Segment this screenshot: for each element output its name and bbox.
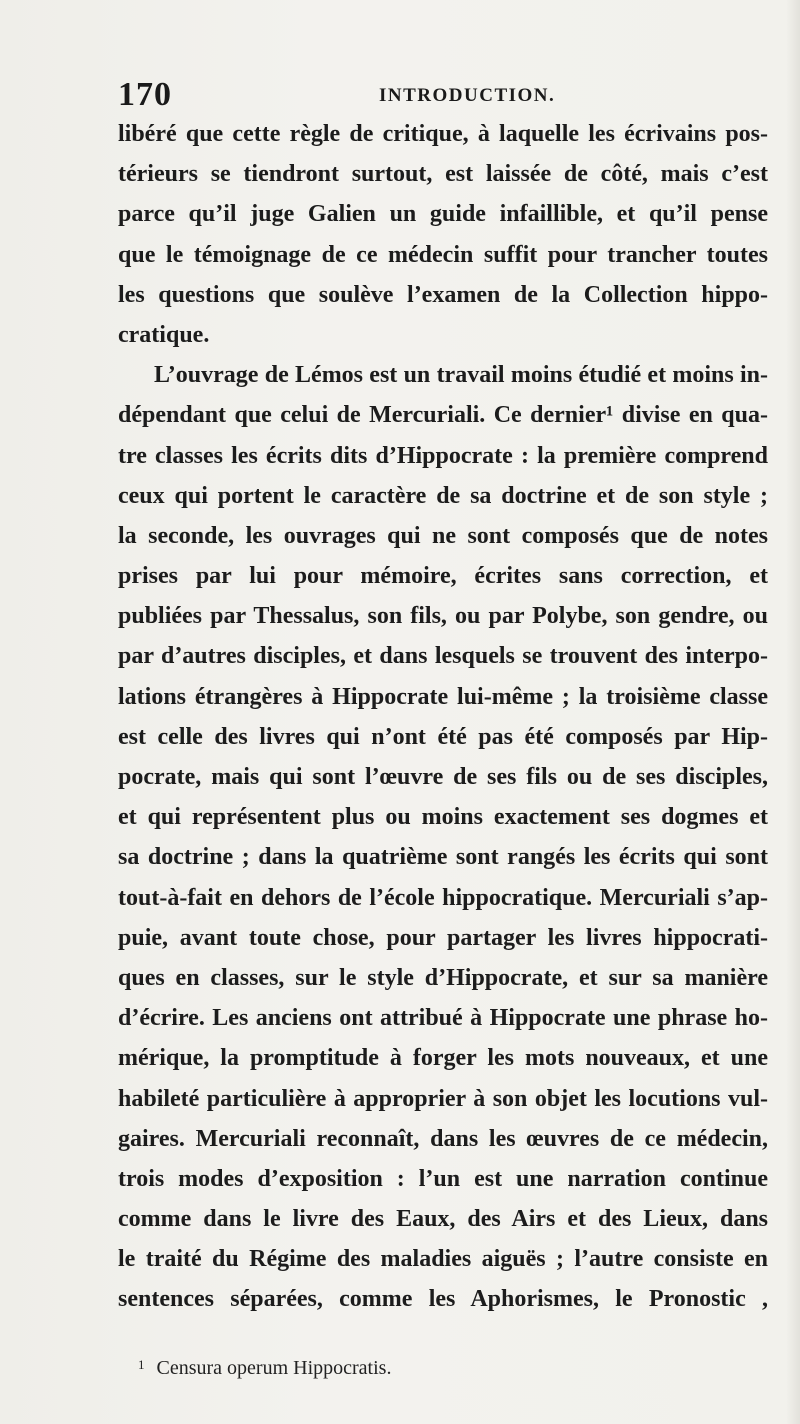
body-text [118,114,768,1320]
text-line: prises par lui pour mémoire, écrites sans correction, et [118,563,768,590]
text-line: parce qu’il juge Galien un guide infaillible, et qu’il pense [118,201,768,228]
text-line: mérique, la promptitude à forger les mots nouveaux, et une [118,1045,768,1072]
running-head: INTRODUCTION. [379,85,556,106]
text-line: d’écrire. Les anciens ont attribué à Hippocrate une phrase ho- [118,1005,768,1032]
page-number: 170 [118,76,172,113]
paragraph-start-line: L’ouvrage de Lémos est un travail moins étudié et moins in- [154,362,768,389]
text-line: pocrate, mais qui sont l’œuvre de ses fils ou de ses disciples, [118,764,768,790]
text-line: trois modes d’exposition : l’un est une narration continue [118,1165,768,1192]
text-line: que le témoignage de ce médecin suffit pour trancher toutes [118,241,768,268]
page-header [118,70,776,113]
text-line: la seconde, les ouvrages qui ne sont composés que de notes [118,522,768,549]
page-edge-shadow [786,0,800,1424]
footnote-mark: 1 [138,1357,145,1372]
text-line: dépendant que celui de Mercuriali. Ce dernier¹ divise en qua- [118,402,768,429]
text-line: les questions que soulève l’examen de la Collection hippo- [118,281,768,308]
text-line: le traité du Régime des maladies aiguës ; l’autre consiste en [118,1246,768,1273]
footnote-text: Censura operum Hippocratis. [156,1357,392,1379]
text-line: est celle des livres qui n’ont été pas été composés par Hip- [118,723,768,750]
text-line: ques en classes, sur le style d’Hippocrate, et sur sa manière [118,964,768,991]
text-line: sa doctrine ; dans la quatrième sont rangés les écrits qui sont [118,844,768,871]
text-line: cratique. [118,321,210,348]
text-line: térieurs se tiendront surtout, est laissée de côté, mais c’est [118,161,768,188]
text-line: comme dans le livre des Eaux, des Airs et des Lieux, dans [118,1206,768,1233]
text-line: lations étrangères à Hippocrate lui-même ; la troisième classe [118,683,768,710]
footnote [138,1357,391,1380]
text-line: tout-à-fait en dehors de l’école hippocratique. Mercuriali s’ap- [118,884,768,911]
text-line: et qui représentent plus ou moins exactement ses dogmes et [118,804,768,831]
text-line: par d’autres disciples, et dans lesquels se trouvent des interpo- [118,643,768,670]
text-line: publiées par Thessalus, son fils, ou par Polybe, son gendre, ou [118,603,768,630]
text-line: ceux qui portent le caractère de sa doctrine et de son style ; [118,482,768,509]
text-line: habileté particulière à approprier à son objet les locutions vul- [118,1085,768,1112]
text-line: tre classes les écrits dits d’Hippocrate : la première comprend [118,442,768,469]
text-line: puie, avant toute chose, pour partager les livres hippocrati- [118,924,768,951]
text-line: gaires. Mercuriali reconnaît, dans les œuvres de ce médecin, [118,1125,768,1152]
text-line: sentences séparées, comme les Aphorismes, le Pronostic , [118,1286,768,1313]
text-line: libéré que cette règle de critique, à laquelle les écrivains pos- [118,121,768,147]
